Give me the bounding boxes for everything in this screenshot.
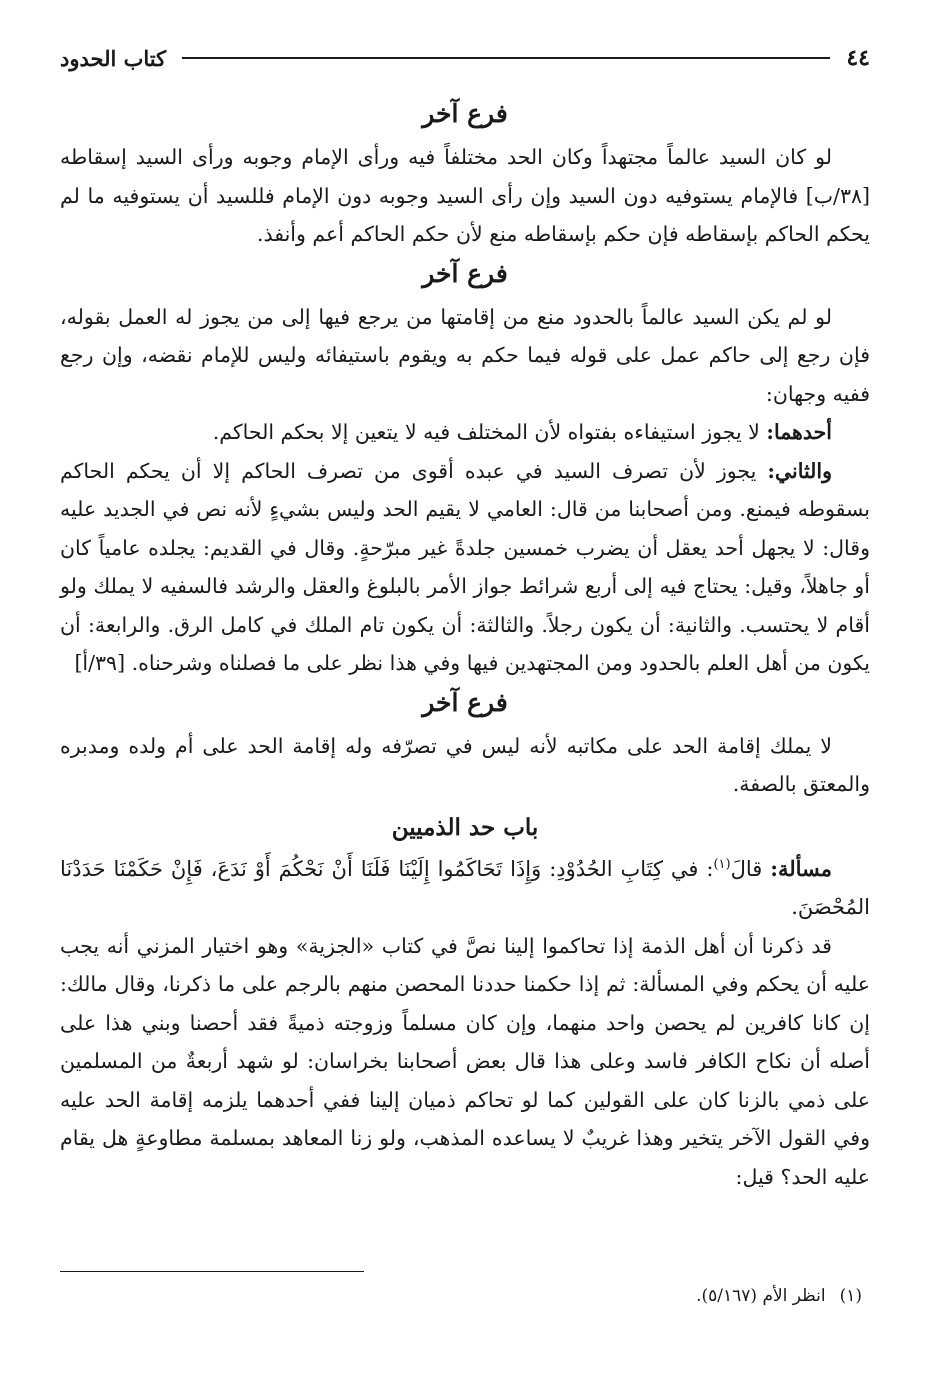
chapter-heading: باب حد الذميين <box>391 813 539 841</box>
paragraph <box>60 413 870 452</box>
main-text <box>60 94 870 1196</box>
page-number: ٤٤ <box>846 45 870 71</box>
paragraph <box>60 452 870 683</box>
paragraph-text: يجوز لأن تصرف السيد في عبده أقوى من تصرف الحاكم إلا أن يحكم الحاكم بسقوطه فيمنع. ومن أصحابنا من قال: العامي لا يقيم الحد وليس بشيءٍ لأنه نص في الجديد عليه وقال: لا يجهل أحد يعقل أن يضرب خمسين جلدةً غير مبرّحةٍ. وقال في القديم: يجلده عامياً كان أو جاهلاً، وقيل: يحتاج فيه إلى أربع شرائط جواز الأمر بالبلوغ والعقل والرشد فالسفيه لا يملك ولو أقام لا يحتسب. والثانية: أن يكون رجلاً. والثالثة: أن يكون تام الملك في كامل الرق. والرابعة: أن يكون من أهل العلم بالحدود ومن المجتهدين فيها وفي هذا نظر على ما فصلناه وشرحناه. [٣٩/أ] <box>60 458 870 675</box>
paragraph-lead: مسألة: <box>770 855 833 881</box>
paragraph-lead: أحدهما: <box>766 420 832 444</box>
paragraph: لا يملك إقامة الحد على مكاتبه لأنه ليس في تصرّفه وله إقامة الحد على أم ولده ومدبره والمعتق بالصفة. <box>60 733 870 796</box>
footnote-marker: (١) <box>839 1286 862 1306</box>
paragraph-text: لا يجوز استيفاءه بفتواه لأن المختلف فيه لا يتعين إلا بحكم الحاكم. <box>212 420 767 444</box>
paragraph: قد ذكرنا أن أهل الذمة إذا تحاكموا إلينا نصَّ في كتاب «الجزية» وهو اختيار المزني أنه يجب عليه أن يحكم وفي المسألة: ثم إذا حكمنا حددنا المحصن منهم بالرجم على ما ذكرنا، وقال مالك: إن كانا كافرين لم يحصن واحد منهما، وإن كان مسلماً وزوجته ذميةً فقد أحصنا وبني هذا على أصله أن نكاح الكافر فاسد وعلى هذا قال بعض أصحابنا بخراسان: لو شهد أربعةٌ من المسلمين على ذمي بالزنا كان على القولين كما لو تحاكم ذميان إلينا ففي أحدهما يلزمه إقامة الحد عليه وفي القول الآخر يتخير وهذا غريبٌ لا يساعده المذهب، ولو زنا المعاهد بمسلمة مطاوعةٍ هل يقام عليه الحد؟ قيل: <box>60 933 870 1189</box>
paragraph-text: : في كِتَابِ الحُدُوْدِ: وَإِذَا تَحَاكَمُوا إِلَيْنَا فَلَنَا أَنْ نَحْكُمَ أَوْ نَدَعَ، فَإِنْ حَكَمْنَا حَدَدْنَا المُحْصَنَ. <box>60 856 870 919</box>
book-title: كتاب الحدود <box>60 45 167 71</box>
footnote-ref: (١) <box>713 856 731 872</box>
header-rule <box>182 57 830 59</box>
paragraph: لو كان السيد عالماً مجتهداً وكان الحد مختلفاً فيه ورأى الإمام وجوبه ورأى السيد إسقاطه [٣٨/ب] فالإمام يستوفيه دون السيد وإن رأى السيد وجوبه دون الإمام فللسيد أن يستوفيه ما لم يحكم الحاكم بإسقاطه فإن حكم بإسقاطه منع لأن حكم الحاكم أعم وأنفذ. <box>60 145 870 246</box>
section-heading: فرع آخر <box>422 258 508 288</box>
section-heading: فرع آخر <box>422 99 508 128</box>
footnote-rule <box>60 1271 364 1272</box>
paragraph-text: قالَ <box>730 856 771 881</box>
paragraph: لو لم يكن السيد عالماً بالحدود منع من إقامتها من يرجع فيها إلى من يجوز له العمل بقوله، فإن رجع إلى حاكم عمل على قوله فيما حكم به ويقوم باستيفائه وليس للإمام نقضه، وإن رجع ففيه وجهان: <box>60 304 870 406</box>
paragraph <box>60 850 870 927</box>
running-header <box>60 38 870 78</box>
footnote <box>696 1283 862 1309</box>
footnote-text: انظر الأم (٥/١٦٧). <box>696 1286 826 1306</box>
page <box>60 38 870 1338</box>
paragraph-lead: والثاني: <box>767 458 832 483</box>
section-heading: فرع آخر <box>422 687 508 717</box>
